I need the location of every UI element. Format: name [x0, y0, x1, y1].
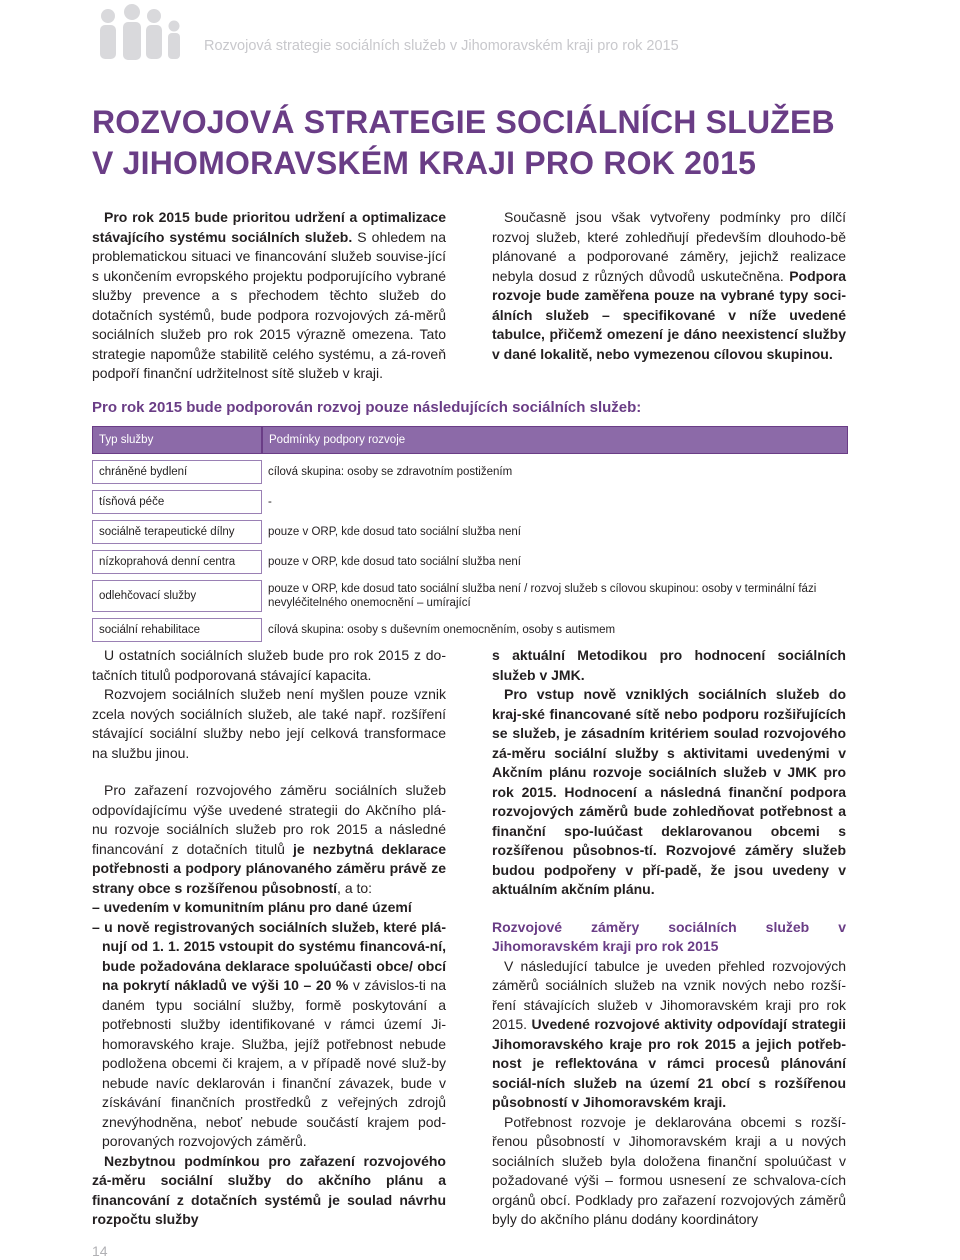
bullet-bold: – u nově registrovaných sociálních služeb, které plá-nují od 1. 1. 2015 vstoupit do systému financová-ní, bude požadována deklarace spoluúčasti obce/ obcí na pokrytí nákladů ve výši 10 – 20 %	[92, 918, 446, 993]
paragraph	[92, 685, 446, 763]
paragraph-text: rozšíření stávající sociální služby nebo její celková transformace na službu jinou.	[92, 705, 446, 761]
lower-left-column	[92, 646, 446, 1230]
intro-left-bold: Pro rok 2015 bude prioritou udržení a optimalizace stávajícího systému sociálních služeb.	[92, 209, 446, 245]
paragraph-bold: je nezbytná deklarace potřebnosti a podpory plánovaného záměru právě ze strany obce s rozšířenou působností	[92, 840, 446, 896]
table-row	[92, 460, 848, 484]
bullet-text: v závislos-ti na daném typu sociální služby, formě poskytování a potřebnosti služby identifikované v rámci území Ji-homoravského kraje. Služba, jejíž potřebnost nebude podložena obcemi či krajem, a v případě nové služ-by nebude navíc deklarován i finanční závazek, bude v získávání finančních prostředků z veřejných zdrojů znevýhodněna, neboť nebude součástí krajem pod-porovaných rozvojových záměrů.	[102, 977, 446, 1149]
intro-right-column	[492, 208, 846, 364]
table-header-row	[92, 426, 848, 454]
service-condition-cell: pouze v ORP, kde dosud tato sociální služba není	[268, 556, 521, 568]
paragraph-text: Rozvojem sociálních služeb není myšlen pouze vznik zcela nových sociálních služeb, ale také např.	[92, 686, 446, 722]
family-logo-icon	[92, 2, 188, 62]
paragraph-text: Pro zařazení rozvojového záměru sociálních služeb odpovídajícímu výše uvedené strategii do Akčního plá-nu rozvoje sociálních služeb pro rok 2015 a následné financování z dotačních titulů	[92, 782, 446, 857]
paragraph-bold: s aktuální Metodikou pro hodnocení sociálních služeb v JMK.	[492, 647, 846, 683]
service-type-cell: nízkoprahová denní centra	[92, 550, 262, 574]
service-condition-cell: cílová skupina: osoby se zdravotním postižením	[268, 466, 513, 478]
table-row	[92, 520, 848, 544]
paragraph	[92, 781, 446, 898]
intro-right-paragraph	[492, 208, 846, 364]
table-row	[92, 550, 848, 574]
paragraph: Potřebnost rozvoje je deklarována obcemi s rozší-řenou působností v Jihomoravském kraji a u nových sociálních služeb byla doložena finanční spoluúčast v požadované výši – formou usnesení ze schvalova-cích orgánů obcí. Podklady pro zařazení rozvojových záměrů byly do akčního plánu dodány koordinátory	[492, 1113, 846, 1227]
table-row	[92, 580, 848, 612]
paragraph-bold: Nezbytnou podmínkou pro zařazení rozvojového zá-měru sociální služby do akčního plánu a financování z dotačních systémů je soulad návrhu rozpočtu služby	[92, 1152, 446, 1227]
paragraph-bold: Pro vstup nově vzniklých sociálních služeb do kraj-ské financované sítě nebo podporu rozšiřujících se služeb, je zásadním kritériem soulad rozvojového zá-měru sociální služby s aktivitami uvedenými v Akčním plánu rozvoje sociálních služeb v JMK pro rok 2015. Hodnocení a následná finanční podpora rozvojových záměrů bude zohledňovat potřebnost a finanční spo-luúčast deklarovanou obcemi s rozšířenou působnos-tí. Rozvojové záměry služeb budou podpořeny v pří-padě, že jsou uvedeny v aktuálním akčním plánu.	[492, 686, 846, 897]
page-number: 14	[92, 1243, 108, 1259]
service-type-cell: tísňová péče	[92, 490, 262, 514]
bullet-item: – uvedením v komunitním plánu pro dané území	[92, 899, 412, 915]
service-condition-cell: -	[268, 496, 272, 508]
service-condition-cell: pouze v ORP, kde dosud tato sociální služba není / rozvoj služeb s cílovou skupinou: osoby v terminální fázi nevyléčitelného onemocnění – umírající	[268, 583, 817, 609]
running-header: Rozvojová strategie sociálních služeb v Jihomoravském kraji pro rok 2015	[204, 38, 679, 54]
service-condition-cell: cílová skupina: osoby s duševním onemocněním, osoby s autismem	[268, 624, 616, 636]
intro-right-bold: Podpora rozvoje bude zaměřena pouze na vybrané typy soci-álních služeb – specifikované v níže uvedené tabulce, přičemž omezení je dáno neexistencí služby v dané lokalitě, nebo vymezenou cílovou skupinou.	[492, 267, 846, 362]
table-row	[92, 490, 848, 514]
service-type-cell: sociálně terapeutické dílny	[92, 520, 262, 544]
paragraph	[492, 957, 846, 1113]
page-title	[92, 102, 835, 184]
paragraph-text: , a to:	[337, 879, 373, 896]
intro-left-paragraph	[92, 208, 446, 384]
paragraph-bold: Uvedené rozvojové aktivity odpovídají strategii Jihomoravského kraje pro rok 2015 a jejich potřeb-nost je reflektována v rámci procesů plánování sociál-ních služeb na území 21 obcí s rozšířenou působností v Jihomoravském kraji.	[492, 1016, 846, 1110]
title-line-2: V JIHOMORAVSKÉM KRAJI PRO ROK 2015	[92, 145, 757, 181]
table-row	[92, 618, 848, 642]
intro-left-text: S ohledem na problematickou situaci ve financování služeb souvise-jící s ukončením evropského projektu podporujícího vybrané služby prevence a s přechodem těchto služeb do dotačních systémů, bude podpora rozvojových zá-měrů sociálních služeb pro rok 2015 výrazně omezena. Tato strategie napomůže stabilitě celého systému, a zá-roveň podpoří finanční udržitelnost sítě služeb v kraji.	[92, 228, 446, 381]
column-header: Podmínky podpory rozvoje	[262, 426, 848, 454]
paragraph: U ostatních sociálních služeb bude pro rok 2015 z do-tačních titulů podporovaná stávající kapacita.	[92, 647, 446, 683]
column-header: Typ služby	[92, 426, 262, 454]
section-heading: Rozvojové záměry sociálních služeb v Jihomoravském kraji pro rok 2015	[492, 918, 846, 954]
table-heading: Pro rok 2015 bude podporován rozvoj pouze následujících sociálních služeb:	[92, 399, 642, 416]
intro-left-column	[92, 208, 446, 384]
intro-right-text: Současně jsou však vytvořeny podmínky pro dílčí rozvoj služeb, které zohledňují především dlouhodo-bě plánované a podporované záměry, jejichž realizace nebyla dosud z různých důvodů uskutečněna.	[492, 209, 846, 284]
lower-right-column	[492, 646, 846, 1230]
service-type-cell: odlehčovací služby	[92, 580, 262, 612]
service-type-cell: chráněné bydlení	[92, 460, 262, 484]
service-type-cell: sociální rehabilitace	[92, 618, 262, 642]
bullet-item	[92, 918, 446, 1152]
title-line-1: ROZVOJOVÁ STRATEGIE SOCIÁLNÍCH SLUŽEB	[92, 104, 835, 140]
service-condition-cell: pouze v ORP, kde dosud tato sociální služba není	[268, 526, 521, 538]
services-table	[92, 420, 848, 648]
paragraph-text: V následující tabulce je uveden přehled rozvojových záměrů sociálních služeb na vznik nových nebo rozší-ření stávajících služeb v Jihomoravském kraji pro rok 2015.	[492, 957, 846, 1032]
